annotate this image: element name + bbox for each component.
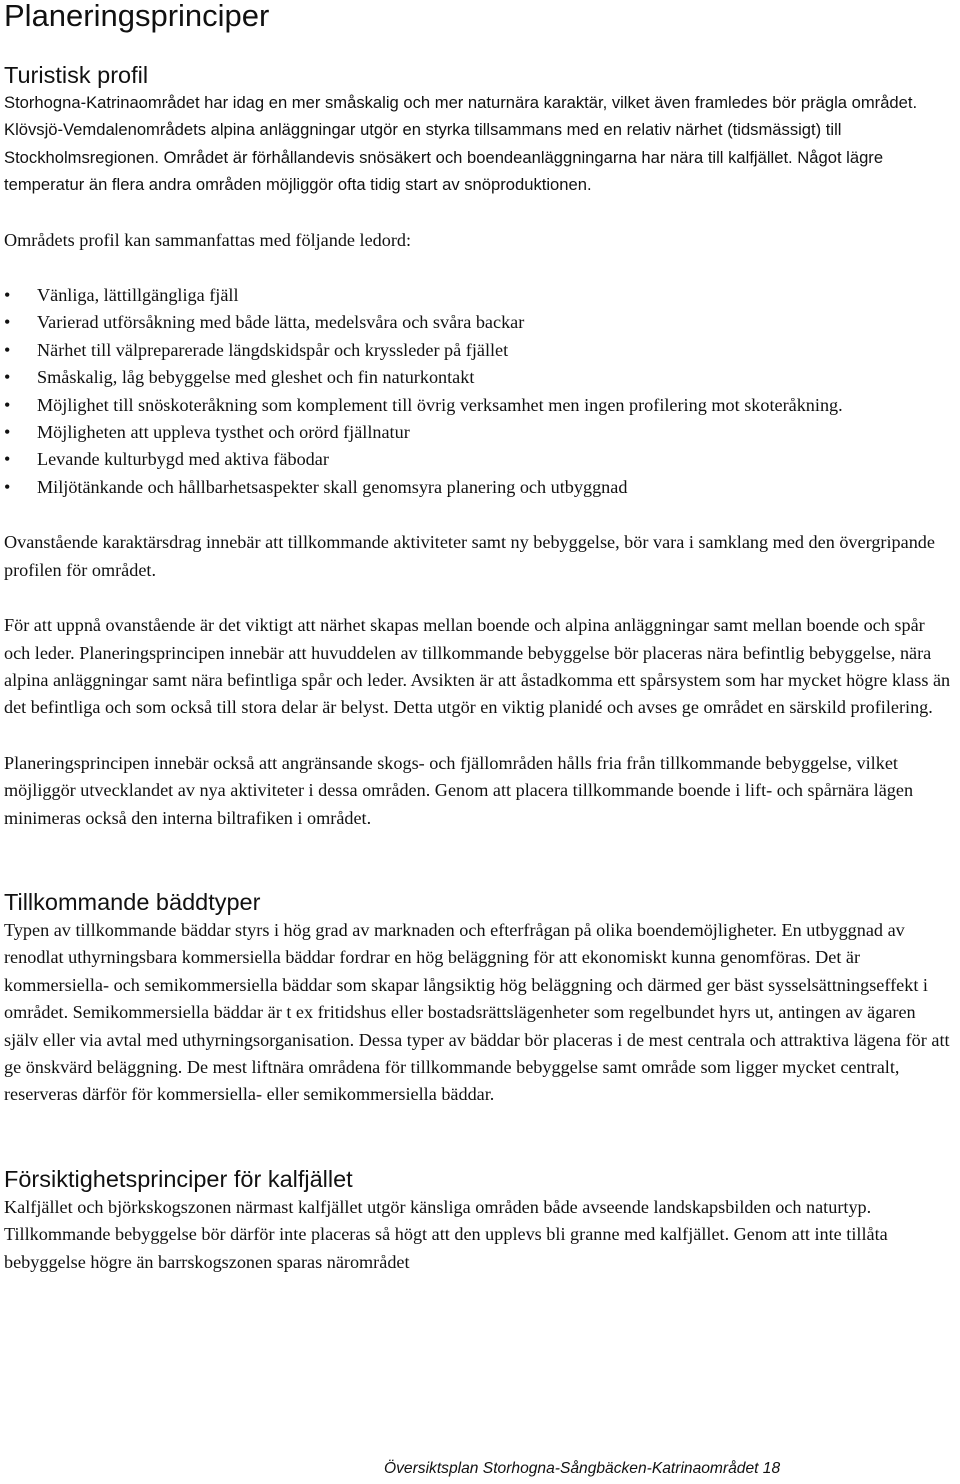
section-heading-tillkommande-baddtyper: Tillkommande bäddtyper bbox=[4, 888, 261, 915]
body-paragraph: Ovanstående karaktärsdrag innebär att tillkommande aktiviteter samt ny bebyggelse, bör vara i samklang med den övergripande profilen för området. bbox=[4, 532, 935, 580]
body-paragraph: Planeringsprincipen innebär också att angränsande skogs- och fjällområden hålls fria från tillkommande bebyggelse, vilket möjliggör utvecklandet av nya aktiviteter i dessa områden. Genom att placera tillkommande boende i lift- och spårnära lägen minimeras också den interna biltrafiken i området. bbox=[4, 752, 914, 828]
list-item: • Möjlighet till snöskoteråkning som komplement till övrig verksamhet men ingen profilering mot skoteråkning. bbox=[4, 392, 954, 419]
list-item: • Närhet till välpreparerade längdskidspår och kryssleder på fjället bbox=[4, 337, 954, 364]
section-heading-forsiktighetsprinciper: Försiktighetsprinciper för kalfjället bbox=[4, 1165, 353, 1192]
page-title: Planeringsprinciper bbox=[4, 0, 270, 33]
list-item: • Varierad utförsåkning med både lätta, medelsvåra och svåra backar bbox=[4, 309, 954, 336]
list-item: • Levande kulturbygd med aktiva fäbodar bbox=[4, 446, 954, 473]
page-footer: Översiktsplan Storhogna-Sångbäcken-Katrinaområdet 18 bbox=[384, 1460, 781, 1477]
list-item: • Möjligheten att uppleva tysthet och orörd fjällnatur bbox=[4, 419, 954, 446]
list-item: • Miljötänkande och hållbarhetsaspekter skall genomsyra planering och utbyggnad bbox=[4, 474, 954, 501]
section-forsiktighetsprinciper bbox=[4, 1166, 954, 1276]
body-paragraph: Kalfjället och björkskogszonen närmast kalfjället utgör känsliga områden både avseende landskapsbilden och naturtyp. Tillkommande bebyggelse bör därför inte placeras så högt att den upplevs bli granne med kalfjället. Genom att inte tillåta bebyggelse högre än barrskogszonen sparas närområdet bbox=[4, 1196, 888, 1272]
section-turistisk-profil bbox=[4, 62, 954, 832]
section-tillkommande-baddtyper bbox=[4, 889, 954, 1109]
ledord-intro: Områdets profil kan sammanfattas med följande ledord: bbox=[4, 229, 412, 250]
list-item: • Småskalig, låg bebyggelse med gleshet och fin naturkontakt bbox=[4, 364, 954, 391]
list-item: • Vänliga, lättillgängliga fjäll bbox=[4, 282, 954, 309]
document-page bbox=[4, 0, 954, 1276]
section-heading-turistisk-profil: Turistisk profil bbox=[4, 62, 149, 88]
body-paragraph: För att uppnå ovanstående är det viktigt att närhet skapas mellan boende och alpina anläggningar samt mellan boende och spår och leder. Planeringsprincipen innebär att huvuddelen av tillkommande bebyggelse bör placeras nära befintlig bebyggelse, nära alpina anläggningar samt nära befintliga spår och leder. Avsikten är att åstadkomma ett spårsystem som har mycket högre klass än det befintliga och som också till stora delar är belyst. Detta utgör en viktig planidé och avses ge området en särskild profilering. bbox=[4, 615, 951, 718]
ledord-list bbox=[4, 282, 954, 501]
turistisk-profil-intro: Storhogna-Katrinaområdet har idag en mer småskalig och mer naturnära karaktär, vilket även framledes bör prägla området. Klövsjö-Vemdalenområdets alpina anläggningar utgör en styrka tillsammans med en relativ närhet (tidsmässigt) till Stockholmsregionen. Området är förhållandevis snösäkert och boendeanläggningarna har nära till kalfjället. Något lägre temperatur än flera andra områden möjliggör ofta tidig start av snöproduktionen. bbox=[4, 93, 918, 195]
body-paragraph: Typen av tillkommande bäddar styrs i hög grad av marknaden och efterfrågan på olika boendemöjligheter. En utbyggnad av renodlat uthyrningsbara kommersiella bäddar fordrar en hög beläggning för att ekonomiskt kunna genomföras. Det är kommersiella- och semikommersiella bäddar som skapar långsiktig hög beläggning och därmed ger bäst sysselsättningseffekt i området. Semikommersiella bäddar är t ex fritidshus eller bostadsrättslägenheter som regelbundet hyrs ut, antingen av ägaren själv eller via avtal med uthyrningsorganisation. Dessa typer av bäddar bör placeras i de mest centrala och attraktiva lägena för att ge önskvärd beläggning. De mest liftnära områdena för tillkommande bebyggelse samt område som ligger mycket centralt, reserveras därför för kommersiella- eller semikommersiella bäddar. bbox=[4, 919, 950, 1105]
